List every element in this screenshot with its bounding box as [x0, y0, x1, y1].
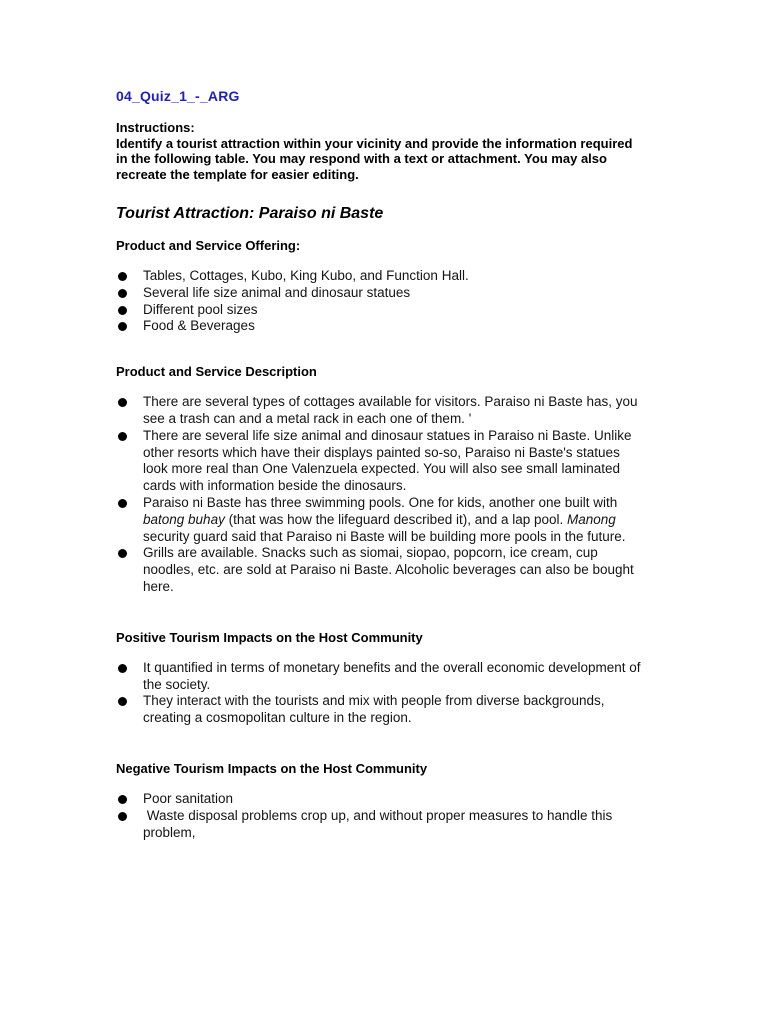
negative-impacts-heading: Negative Tourism Impacts on the Host Community	[116, 760, 428, 776]
bullet-icon	[118, 499, 127, 508]
list-item: They interact with the tourists and mix with people from diverse backgrounds, creating a cosmopolitan culture in the region.	[116, 693, 646, 727]
bullet-icon	[118, 697, 127, 706]
list-item: Waste disposal problems crop up, and without proper measures to handle this problem,	[116, 808, 646, 842]
document-title: 04_Quiz_1_-_ARG	[116, 88, 240, 104]
list-item: Paraiso ni Baste has three swimming pools. One for kids, another one built with batong buhay (that was how the lifeguard described it), and a lap pool. Manong security guard said that Paraiso ni Baste will be building more pools in the future.	[116, 495, 646, 545]
list-item: Tables, Cottages, Kubo, King Kubo, and Function Hall.	[116, 268, 646, 285]
list-item: There are several life size animal and dinosaur statues in Paraiso ni Baste. Unlike other resorts which have their displays painted so-so, Paraiso ni Baste's statues look more real than One Valenzuela expected. You will also see small laminated cards with information beside the dinosaurs.	[116, 428, 646, 495]
bullet-icon	[118, 664, 127, 673]
negative-impacts-list	[116, 791, 646, 841]
product-description-heading: Product and Service Description	[116, 364, 317, 380]
bullet-icon	[118, 272, 127, 281]
bullet-icon	[118, 795, 127, 804]
bullet-icon	[118, 549, 127, 558]
attraction-heading: Tourist Attraction: Paraiso ni Baste	[116, 205, 384, 222]
product-description-list	[116, 394, 646, 596]
list-item: Different pool sizes	[116, 302, 646, 319]
bullet-icon	[118, 812, 127, 821]
instructions-text: Identify a tourist attraction within your vicinity and provide the information required in the following table. You may respond with a text or attachment. You may also recreate the template for easier editing.	[116, 135, 633, 182]
document-page	[116, 86, 646, 841]
bullet-icon	[118, 432, 127, 441]
instructions-block	[116, 120, 646, 182]
list-item: Grills are available. Snacks such as siomai, siopao, popcorn, ice cream, cup noodles, etc. are sold at Paraiso ni Baste. Alcoholic beverages can also be bought here.	[116, 545, 646, 595]
instructions-label: Instructions:	[116, 120, 195, 135]
list-item: There are several types of cottages available for visitors. Paraiso ni Baste has, you see a trash can and a metal rack in each one of them. '	[116, 394, 646, 428]
bullet-icon	[118, 398, 127, 407]
product-offering-heading: Product and Service Offering:	[116, 238, 301, 253]
list-item: It quantified in terms of monetary benefits and the overall economic development of the society.	[116, 660, 646, 694]
list-item: Several life size animal and dinosaur statues	[116, 285, 646, 302]
product-offering-list	[116, 268, 646, 335]
bullet-icon	[118, 289, 127, 298]
bullet-icon	[118, 306, 127, 315]
bullet-icon	[118, 322, 127, 331]
positive-impacts-heading: Positive Tourism Impacts on the Host Community	[116, 629, 423, 645]
list-item: Food & Beverages	[116, 318, 646, 335]
list-item: Poor sanitation	[116, 791, 646, 808]
positive-impacts-list	[116, 660, 646, 727]
